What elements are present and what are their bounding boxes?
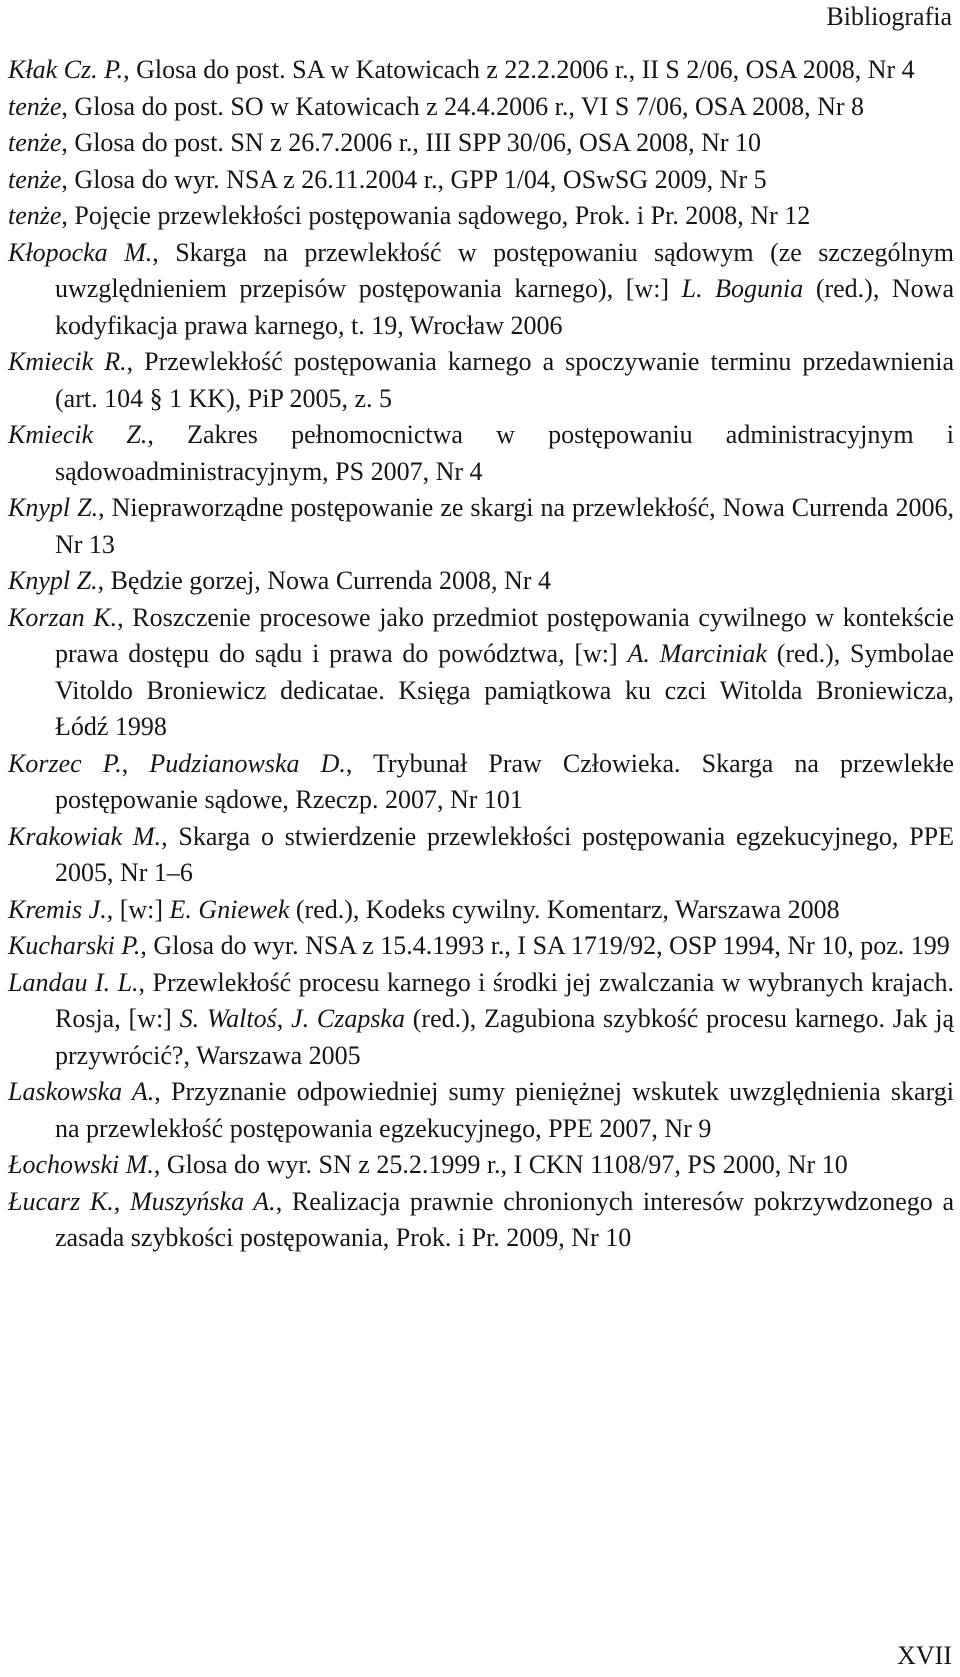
bibliography-list xyxy=(8,52,954,1257)
page-number: XVII xyxy=(897,1641,952,1670)
entry-text: , Glosa do wyr. SN z 25.2.1999 r., I CKN 1108/97, PS 2000, Nr 10 xyxy=(153,1150,848,1179)
entry-text: , xyxy=(121,748,150,778)
bibliography-entry xyxy=(8,89,954,126)
entry-text: (red.), Symbolae Vitoldo Broniewicz dedicatae. Księga pamiątkowa ku czci Witolda Broniewicza, Łódź 1998 xyxy=(55,639,954,741)
entry-text: , Glosa do post. SN z 26.7.2006 r., III SPP 30/06, OSA 2008, Nr 10 xyxy=(61,128,762,157)
entry-author: Łochowski M. xyxy=(8,1150,154,1179)
entry-text: , Glosa do wyr. NSA z 15.4.1993 r., I SA 1719/92, OSP 1994, Nr 10, poz. 199 xyxy=(140,931,950,960)
bibliography-entry xyxy=(8,490,954,563)
entry-author: Muszyńska A. xyxy=(129,1186,276,1216)
entry-text: , Pojęcie przewlekłości postępowania sądowego, Prok. i Pr. 2008, Nr 12 xyxy=(61,201,811,230)
entry-text: , Zakres pełnomocnictwa w postępowaniu administracyjnym i sądowoadministracyjnym, PS 2007, Nr 4 xyxy=(55,420,954,486)
entry-text: , Przyznanie odpowiedniej sumy pieniężnej wskutek uwzględnienia skargi na przewlekłość postępowania egzekucyjnego, PPE 2007, Nr 9 xyxy=(55,1077,955,1143)
entry-author: L. Bogunia xyxy=(681,274,804,303)
entry-text: , Glosa do wyr. NSA z 26.11.2004 r., GPP 1/04, OSwSG 2009, Nr 5 xyxy=(61,164,767,194)
entry-author: A. Marciniak xyxy=(627,639,767,668)
bibliography-entry xyxy=(8,965,954,1075)
bibliography-entry xyxy=(8,235,954,345)
entry-author: Kucharski P. xyxy=(8,931,141,960)
entry-author: S. Waltoś xyxy=(179,1004,277,1033)
running-header: Bibliografia xyxy=(826,2,952,31)
bibliography-entry xyxy=(8,928,954,965)
entry-author: Kłak Cz. P. xyxy=(8,55,124,84)
entry-author: tenże xyxy=(8,128,62,157)
bibliography-entry xyxy=(8,344,954,417)
entry-text: , xyxy=(276,1004,292,1033)
bibliography-entry xyxy=(8,563,954,600)
bibliography-entry xyxy=(8,1147,954,1184)
entry-author: Knypl Z. xyxy=(8,566,98,595)
entry-text: (red.), Kodeks cywilny. Komentarz, Warszawa 2008 xyxy=(289,894,840,924)
entry-text: , Roszczenie procesowe jako przedmiot postępowania cywilnego w kontekście prawa dostępu do sądu i prawa do powództwa, [w:] xyxy=(55,602,954,668)
entry-text: , Realizacja prawnie chronionych interesów pokrzywdzonego a zasada szybkości postępowania, Prok. i Pr. 2009, Nr 10 xyxy=(55,1186,954,1252)
entry-text: (red.), Zagubiona szybkość procesu karnego. Jak ją przywrócić?, Warszawa 2005 xyxy=(55,1004,954,1070)
bibliography-entry xyxy=(8,125,954,162)
entry-text: , Skarga o stwierdzenie przewlekłości postępowania egzekucyjnego, PPE 2005, Nr 1–6 xyxy=(55,821,955,887)
bibliography-entry xyxy=(8,819,954,892)
bibliography-entry xyxy=(8,600,954,746)
entry-author: Kłopocka M. xyxy=(8,237,153,267)
entry-author: Knypl Z. xyxy=(8,493,99,522)
entry-text: , Glosa do post. SA w Katowicach z 22.2.2006 r., II S 2/06, OSA 2008, Nr 4 xyxy=(123,55,915,84)
bibliography-entry xyxy=(8,52,954,89)
bibliography-entry xyxy=(8,1074,954,1147)
bibliography-entry xyxy=(8,198,954,235)
entry-author: Łucarz K. xyxy=(8,1186,114,1216)
entry-author: Korzan K. xyxy=(8,602,118,632)
entry-text: , Przewlekłość procesu karnego i środki jej zwalczania w wybranych krajach. Rosja, [w:] xyxy=(55,967,955,1033)
entry-author: E. Gniewek xyxy=(169,894,290,924)
entry-text: , Będzie gorzej, Nowa Currenda 2008, Nr 4 xyxy=(97,566,551,595)
bibliography-entry xyxy=(8,417,954,490)
bibliography-entry xyxy=(8,1184,954,1257)
entry-author: Kremis J. xyxy=(8,894,107,924)
entry-text: , Skarga na przewlekłość w postępowaniu sądowym (ze szczególnym uwzględnieniem przepisów postępowania karnego), [w:] xyxy=(55,237,954,303)
entry-author: tenże xyxy=(8,201,62,230)
entry-author: Krakowiak M. xyxy=(8,821,162,851)
entry-text: , Niepraworządne postępowanie ze skargi na przewlekłość, Nowa Currenda 2006, Nr 13 xyxy=(55,493,955,559)
entry-text: , [w:] xyxy=(106,894,170,924)
bibliography-entry xyxy=(8,892,954,929)
entry-author: tenże xyxy=(8,164,62,194)
entry-text: , Trybunał Praw Człowieka. Skarga na przewlekłe postępowanie sądowe, Rzeczp. 2007, Nr 101 xyxy=(55,748,955,814)
entry-author: tenże xyxy=(8,91,62,121)
entry-author: Korzec P. xyxy=(8,748,122,778)
entry-author: Landau I. L. xyxy=(8,967,139,997)
entry-author: Kmiecik R. xyxy=(8,347,127,376)
entry-author: Kmiecik Z. xyxy=(8,420,148,449)
entry-author: Laskowska A. xyxy=(8,1077,155,1106)
bibliography-entry xyxy=(8,746,954,819)
entry-text: , Glosa do post. SO w Katowicach z 24.4.2006 r., VI S 7/06, OSA 2008, Nr 8 xyxy=(61,91,865,121)
entry-text: , xyxy=(113,1186,130,1216)
entry-text: (red.), Nowa kodyfikacja prawa karnego, t. 19, Wrocław 2006 xyxy=(55,274,954,340)
entry-author: Pudzianowska D. xyxy=(149,748,346,778)
bibliography-entry xyxy=(8,162,954,199)
entry-author: J. Czapska xyxy=(291,1004,405,1033)
entry-text: , Przewlekłość postępowania karnego a spoczywanie terminu przedawnienia (art. 104 § 1 KK), PiP 2005, z. 5 xyxy=(55,347,954,413)
